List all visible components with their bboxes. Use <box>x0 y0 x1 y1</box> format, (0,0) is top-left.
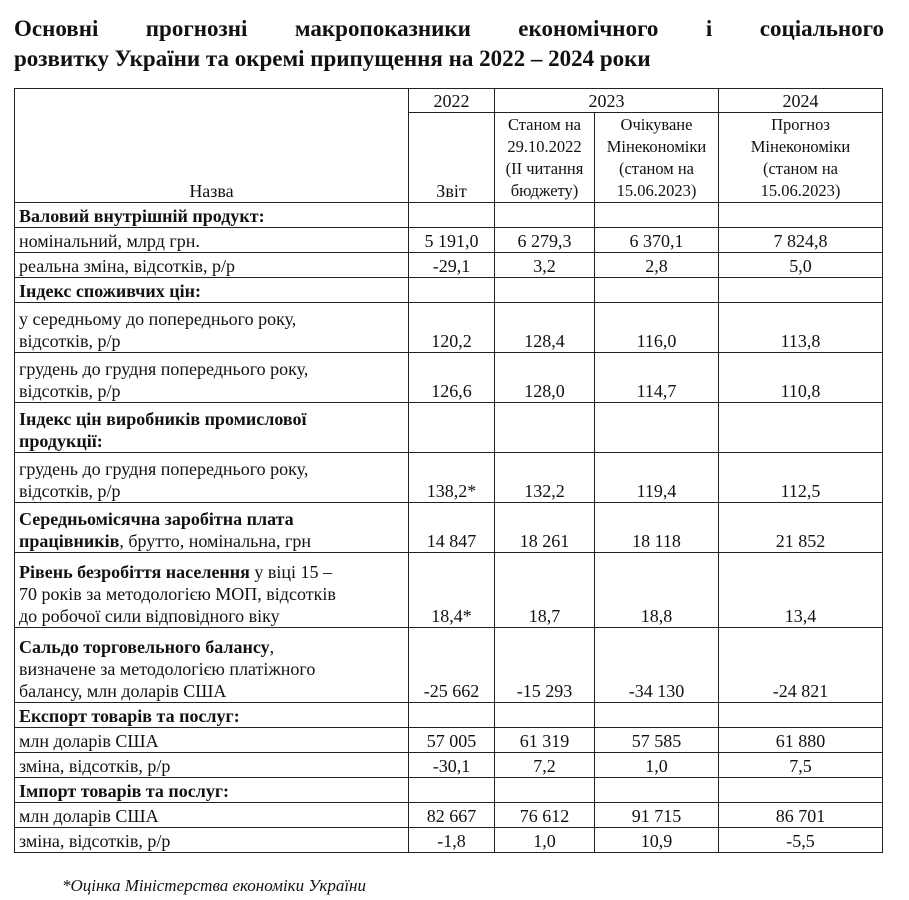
header-2023: 2023 <box>495 89 719 113</box>
row-label-line: у середньому до попереднього року, <box>19 309 297 329</box>
table-row-wage <box>15 503 883 553</box>
row-label <box>15 303 409 353</box>
table-row-unemployment <box>15 553 883 628</box>
cell-value: 1,0 <box>495 828 595 853</box>
cell-value: 18,8 <box>595 553 719 628</box>
header-2023-budget-line: 29.10.2022 <box>507 137 582 156</box>
header-2023-budget-line: Станом на <box>507 115 581 134</box>
cell-value: 86 701 <box>719 803 883 828</box>
table-row <box>15 353 883 403</box>
cell-value: 82 667 <box>409 803 495 828</box>
header-2023-expected-line: (станом на <box>618 159 695 178</box>
row-label-line: до робочої сили відповідного віку <box>19 606 280 626</box>
header-2023-expected-line: 15.06.2023) <box>616 181 697 200</box>
cell-value: -34 130 <box>595 628 719 703</box>
cell-value: 110,8 <box>719 353 883 403</box>
cell-value: 18 261 <box>495 503 595 553</box>
section-title <box>15 403 409 453</box>
cell-value: 3,2 <box>495 253 595 278</box>
row-label <box>15 453 409 503</box>
cell-value: 113,8 <box>719 303 883 353</box>
cell-value: 126,6 <box>409 353 495 403</box>
section-row-ppi <box>15 403 883 453</box>
row-label-line: визначене за методологією платіжного <box>19 659 316 679</box>
row-label-rest: у віці 15 – <box>249 562 333 582</box>
row-label <box>15 503 409 553</box>
cell-value: 18,4* <box>409 553 495 628</box>
row-label: млн доларів США <box>15 728 409 753</box>
header-report: Звіт <box>409 113 495 203</box>
footnote: *Оцінка Міністерства економіки України <box>62 876 366 895</box>
row-label-line: 70 років за методологією МОП, відсотків <box>19 584 336 604</box>
section-row-gdp <box>15 203 883 228</box>
cell-value: 132,2 <box>495 453 595 503</box>
cell-value: 6 370,1 <box>595 228 719 253</box>
header-2024: 2024 <box>719 89 883 113</box>
header-2023-budget-line: (ІІ читання <box>505 159 584 178</box>
row-label-line: грудень до грудня попереднього року, <box>19 459 309 479</box>
cell-value: 21 852 <box>719 503 883 553</box>
cell-value: 6 279,3 <box>495 228 595 253</box>
cell-value: 18 118 <box>595 503 719 553</box>
row-label <box>15 353 409 403</box>
cell-value: 57 585 <box>595 728 719 753</box>
row-label-bold: Рівень безробіття населення <box>19 562 250 582</box>
table-row <box>15 253 883 278</box>
cell-value: 10,9 <box>595 828 719 853</box>
header-2023-expected-line: Мінекономіки <box>606 137 707 156</box>
cell-value: 91 715 <box>595 803 719 828</box>
table-row <box>15 303 883 353</box>
cell-value: 61 880 <box>719 728 883 753</box>
cell-value: 13,4 <box>719 553 883 628</box>
table-row <box>15 753 883 778</box>
row-label-line: грудень до грудня попереднього року, <box>19 359 309 379</box>
section-title: Валовий внутрішній продукт: <box>15 203 409 228</box>
header-2024-forecast-line: (станом на <box>762 159 839 178</box>
macro-indicators-table <box>14 88 883 853</box>
cell-value: 120,2 <box>409 303 495 353</box>
cell-value: -1,8 <box>409 828 495 853</box>
row-label-rest: , брутто, номінальна, грн <box>119 531 312 551</box>
row-label-bold: Сальдо торговельного балансу <box>19 637 270 657</box>
row-label-line: відсотків, р/р <box>19 331 121 351</box>
document-title <box>14 14 884 74</box>
cell-value: 128,0 <box>495 353 595 403</box>
title-line-2: розвитку України та окремі припущення на 2022 – 2024 роки <box>14 46 651 71</box>
cell-value: 14 847 <box>409 503 495 553</box>
table-row <box>15 728 883 753</box>
cell-value: 119,4 <box>595 453 719 503</box>
row-label: реальна зміна, відсотків, р/р <box>15 253 409 278</box>
row-label-bold: працівників <box>19 531 120 551</box>
section-row-imports <box>15 778 883 803</box>
row-label: млн доларів США <box>15 803 409 828</box>
header-2023-expected <box>595 113 719 203</box>
cell-value: 7,5 <box>719 753 883 778</box>
cell-value: 5 191,0 <box>409 228 495 253</box>
header-2023-budget-line: бюджету) <box>510 181 579 200</box>
cell-value: 114,7 <box>595 353 719 403</box>
cell-value: -29,1 <box>409 253 495 278</box>
section-row-exports <box>15 703 883 728</box>
header-row-years <box>15 89 883 113</box>
header-2022: 2022 <box>409 89 495 113</box>
cell-value: 2,8 <box>595 253 719 278</box>
table-row <box>15 228 883 253</box>
cell-value: -24 821 <box>719 628 883 703</box>
row-label-bold: Середньомісячна заробітна плата <box>19 509 294 529</box>
title-line-1: Основні прогнозні макропоказники економічного і соціального <box>14 16 884 41</box>
table-row <box>15 803 883 828</box>
row-label: зміна, відсотків, р/р <box>15 828 409 853</box>
cell-value: 128,4 <box>495 303 595 353</box>
cell-value: -5,5 <box>719 828 883 853</box>
cell-value: 57 005 <box>409 728 495 753</box>
header-2024-forecast-line: Прогноз <box>771 115 830 134</box>
row-label: номінальний, млрд грн. <box>15 228 409 253</box>
section-title-line: Індекс цін виробників промислової <box>19 409 307 429</box>
header-2024-forecast-line: Мінекономіки <box>750 137 851 156</box>
cell-value: -15 293 <box>495 628 595 703</box>
section-row-cpi <box>15 278 883 303</box>
section-title: Імпорт товарів та послуг: <box>15 778 409 803</box>
row-label-rest: , <box>269 637 275 657</box>
cell-value: -30,1 <box>409 753 495 778</box>
row-label-line: відсотків, р/р <box>19 481 121 501</box>
cell-value: 7 824,8 <box>719 228 883 253</box>
row-label: зміна, відсотків, р/р <box>15 753 409 778</box>
cell-value: 5,0 <box>719 253 883 278</box>
cell-value: 138,2* <box>409 453 495 503</box>
section-title: Індекс споживчих цін: <box>15 278 409 303</box>
cell-value: 112,5 <box>719 453 883 503</box>
header-2024-forecast <box>719 113 883 203</box>
cell-value: 76 612 <box>495 803 595 828</box>
header-2023-expected-line: Очікуване <box>620 115 693 134</box>
cell-value: 116,0 <box>595 303 719 353</box>
row-label <box>15 628 409 703</box>
row-label-line: балансу, млн доларів США <box>19 681 227 701</box>
header-name: Назва <box>15 89 409 203</box>
row-label-line: відсотків, р/р <box>19 381 121 401</box>
header-2023-budget <box>495 113 595 203</box>
header-2024-forecast-line: 15.06.2023) <box>760 181 841 200</box>
table-row <box>15 453 883 503</box>
section-title-line: продукції: <box>19 431 103 451</box>
cell-value: 18,7 <box>495 553 595 628</box>
table-row <box>15 828 883 853</box>
row-label <box>15 553 409 628</box>
cell-value: -25 662 <box>409 628 495 703</box>
cell-value: 1,0 <box>595 753 719 778</box>
cell-value: 7,2 <box>495 753 595 778</box>
section-title: Експорт товарів та послуг: <box>15 703 409 728</box>
table-row-trade-balance <box>15 628 883 703</box>
cell-value: 61 319 <box>495 728 595 753</box>
